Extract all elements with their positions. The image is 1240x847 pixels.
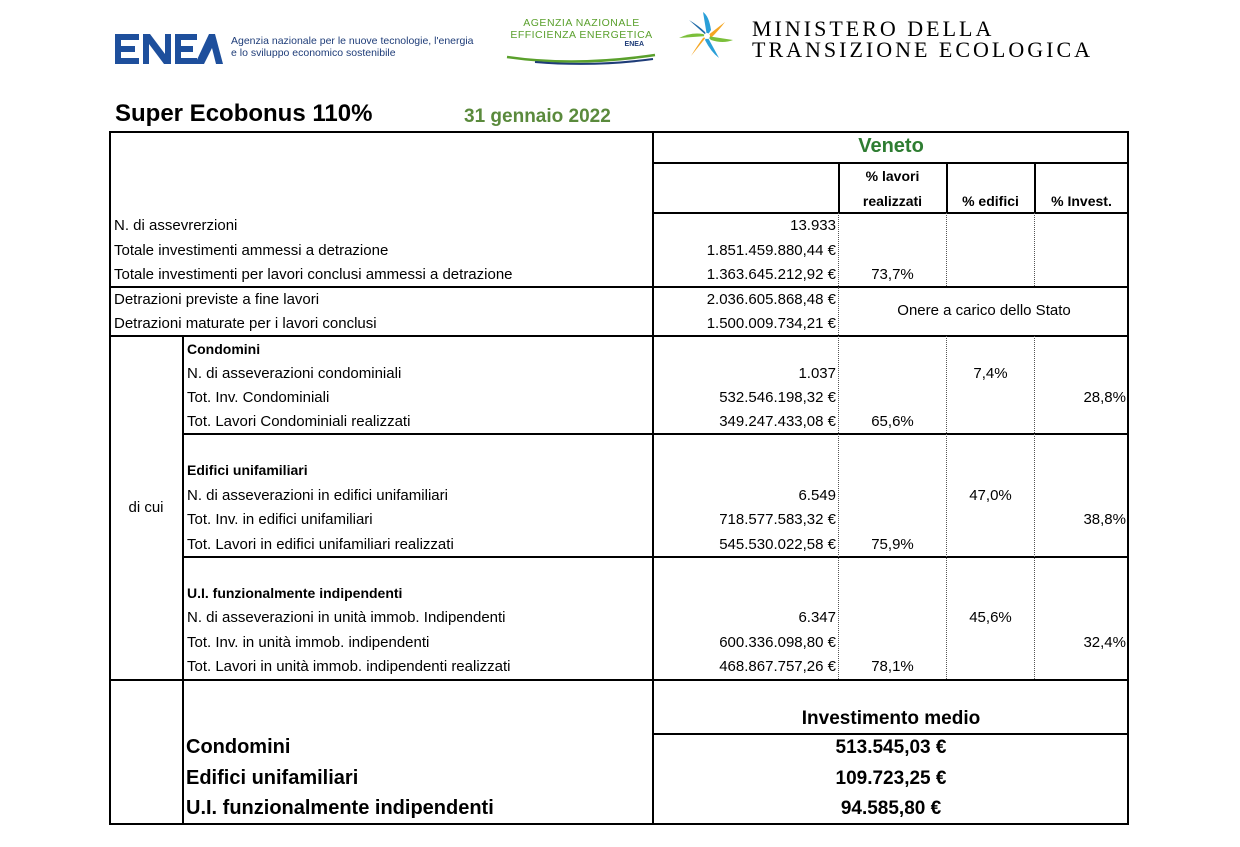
group-row-value: 718.577.583,32 € (719, 511, 836, 528)
group-row-pct-invest: 38,8% (1083, 511, 1126, 528)
enea-tagline-line-1: Agenzia nazionale per le nuove tecnologie, l'energia (231, 35, 474, 47)
group-heading: Edifici unifamiliari (187, 462, 308, 478)
investimento-value: 109.723,25 € (835, 768, 947, 789)
agency-line-1: AGENZIA NAZIONALE (523, 17, 640, 29)
report-date: 31 gennaio 2022 (464, 106, 611, 127)
group-row-value: 600.336.098,80 € (719, 634, 836, 651)
ministry-flower-logo-icon (676, 10, 738, 62)
agency-line-2: EFFICIENZA ENERGETICA (510, 29, 653, 41)
ministry-line-1: MINISTERO DELLA (752, 16, 995, 41)
summary-label: Totale investimenti per lavori conclusi ammessi a detrazione (114, 266, 513, 283)
agency-swoosh-icon (505, 53, 658, 67)
summary-value: 13.933 (790, 217, 836, 234)
summary-label: Totale investimenti ammessi a detrazione (114, 242, 389, 259)
group-row-pct-lavori: 65,6% (871, 413, 914, 430)
group-row-value: 532.546.198,32 € (719, 389, 836, 406)
investimento-value: 513.545,03 € (835, 737, 947, 758)
agency-logo (505, 17, 658, 67)
group-heading: U.I. funzionalmente indipendenti (187, 585, 403, 601)
group-row-value: 349.247.433,08 € (719, 413, 836, 430)
dotted-divider (946, 213, 947, 286)
summary-value: 1.363.645.212,92 € (706, 266, 836, 283)
group-row-value: 6.347 (798, 609, 836, 626)
divider (652, 212, 1129, 214)
dotted-divider (838, 336, 839, 679)
col-header-lavori-1: % lavori (865, 168, 920, 184)
detrazioni-value: 2.036.605.868,48 € (706, 291, 836, 308)
group-row-label: Tot. Lavori in edifici unifamiliari realizzati (187, 536, 454, 553)
divider (182, 335, 184, 825)
col-header-edifici: % edifici (962, 193, 1019, 209)
group-row-label: N. di asseverazioni in unità immob. Indipendenti (187, 609, 506, 626)
detrazioni-value: 1.500.009.734,21 € (706, 315, 836, 332)
group-row-pct-edifici: 45,6% (969, 609, 1012, 626)
dotted-divider (1034, 213, 1035, 286)
group-row-label: Tot. Lavori in unità immob. indipendenti realizzati (187, 658, 511, 675)
divider (109, 286, 1129, 288)
divider (109, 679, 1129, 681)
divider (652, 162, 1129, 164)
group-heading: Condomini (187, 341, 261, 357)
enea-logo-icon (115, 34, 223, 64)
investimento-heading: Investimento medio (801, 708, 981, 729)
group-row-pct-edifici: 7,4% (973, 365, 1008, 382)
group-row-label: N. di asseverazioni in edifici unifamiliari (187, 487, 448, 504)
enea-tagline (231, 35, 474, 59)
summary-value: 1.851.459.880,44 € (706, 242, 836, 259)
group-row-label: Tot. Lavori Condominiali realizzati (187, 413, 411, 430)
group-row-pct-edifici: 47,0% (969, 487, 1012, 504)
group-row-label: N. di asseverazioni condominiali (187, 365, 402, 382)
group-row-value: 6.549 (798, 487, 836, 504)
investimento-label: Condomini (186, 736, 291, 758)
col-header-lavori-2: realizzati (862, 193, 923, 209)
detrazioni-label: Detrazioni previste a fine lavori (114, 291, 320, 308)
group-row-label: Tot. Inv. in edifici unifamiliari (187, 511, 373, 528)
investimento-label: U.I. funzionalmente indipendenti (186, 797, 494, 819)
ministry-name (752, 18, 1093, 60)
investimento-value: 94.585,80 € (840, 798, 942, 819)
summary-pct-lavori: 73,7% (871, 266, 914, 283)
group-row-value: 545.530.022,58 € (719, 536, 836, 553)
group-row-label: Tot. Inv. Condominiali (187, 389, 330, 406)
detrazioni-label: Detrazioni maturate per i lavori conclusi (114, 315, 377, 332)
onere-label: Onere a carico dello Stato (897, 302, 1071, 319)
divider (182, 433, 1129, 435)
group-row-label: Tot. Inv. in unità immob. indipendenti (187, 634, 430, 651)
group-row-pct-invest: 32,4% (1083, 634, 1126, 651)
divider (652, 733, 1129, 735)
group-row-value: 1.037 (798, 365, 836, 382)
group-row-pct-lavori: 78,1% (871, 658, 914, 675)
col-header-invest: % Invest. (1051, 193, 1112, 209)
region-label: Veneto (858, 135, 924, 157)
divider (109, 335, 1129, 337)
group-row-pct-invest: 28,8% (1083, 389, 1126, 406)
dotted-divider (946, 336, 947, 679)
enea-tagline-line-2: e lo sviluppo economico sostenibile (231, 47, 396, 59)
group-row-pct-lavori: 75,9% (871, 536, 914, 553)
di-cui-label: di cui (128, 499, 164, 516)
investimento-label: Edifici unifamiliari (186, 767, 359, 789)
ministry-line-2: TRANSIZIONE ECOLOGICA (752, 37, 1094, 62)
group-row-value: 468.867.757,26 € (719, 658, 836, 675)
divider (182, 556, 1129, 558)
agency-line-3: ENEA (624, 41, 644, 48)
summary-label: N. di assevrerzioni (114, 217, 238, 234)
page-title: Super Ecobonus 110% (115, 100, 373, 127)
